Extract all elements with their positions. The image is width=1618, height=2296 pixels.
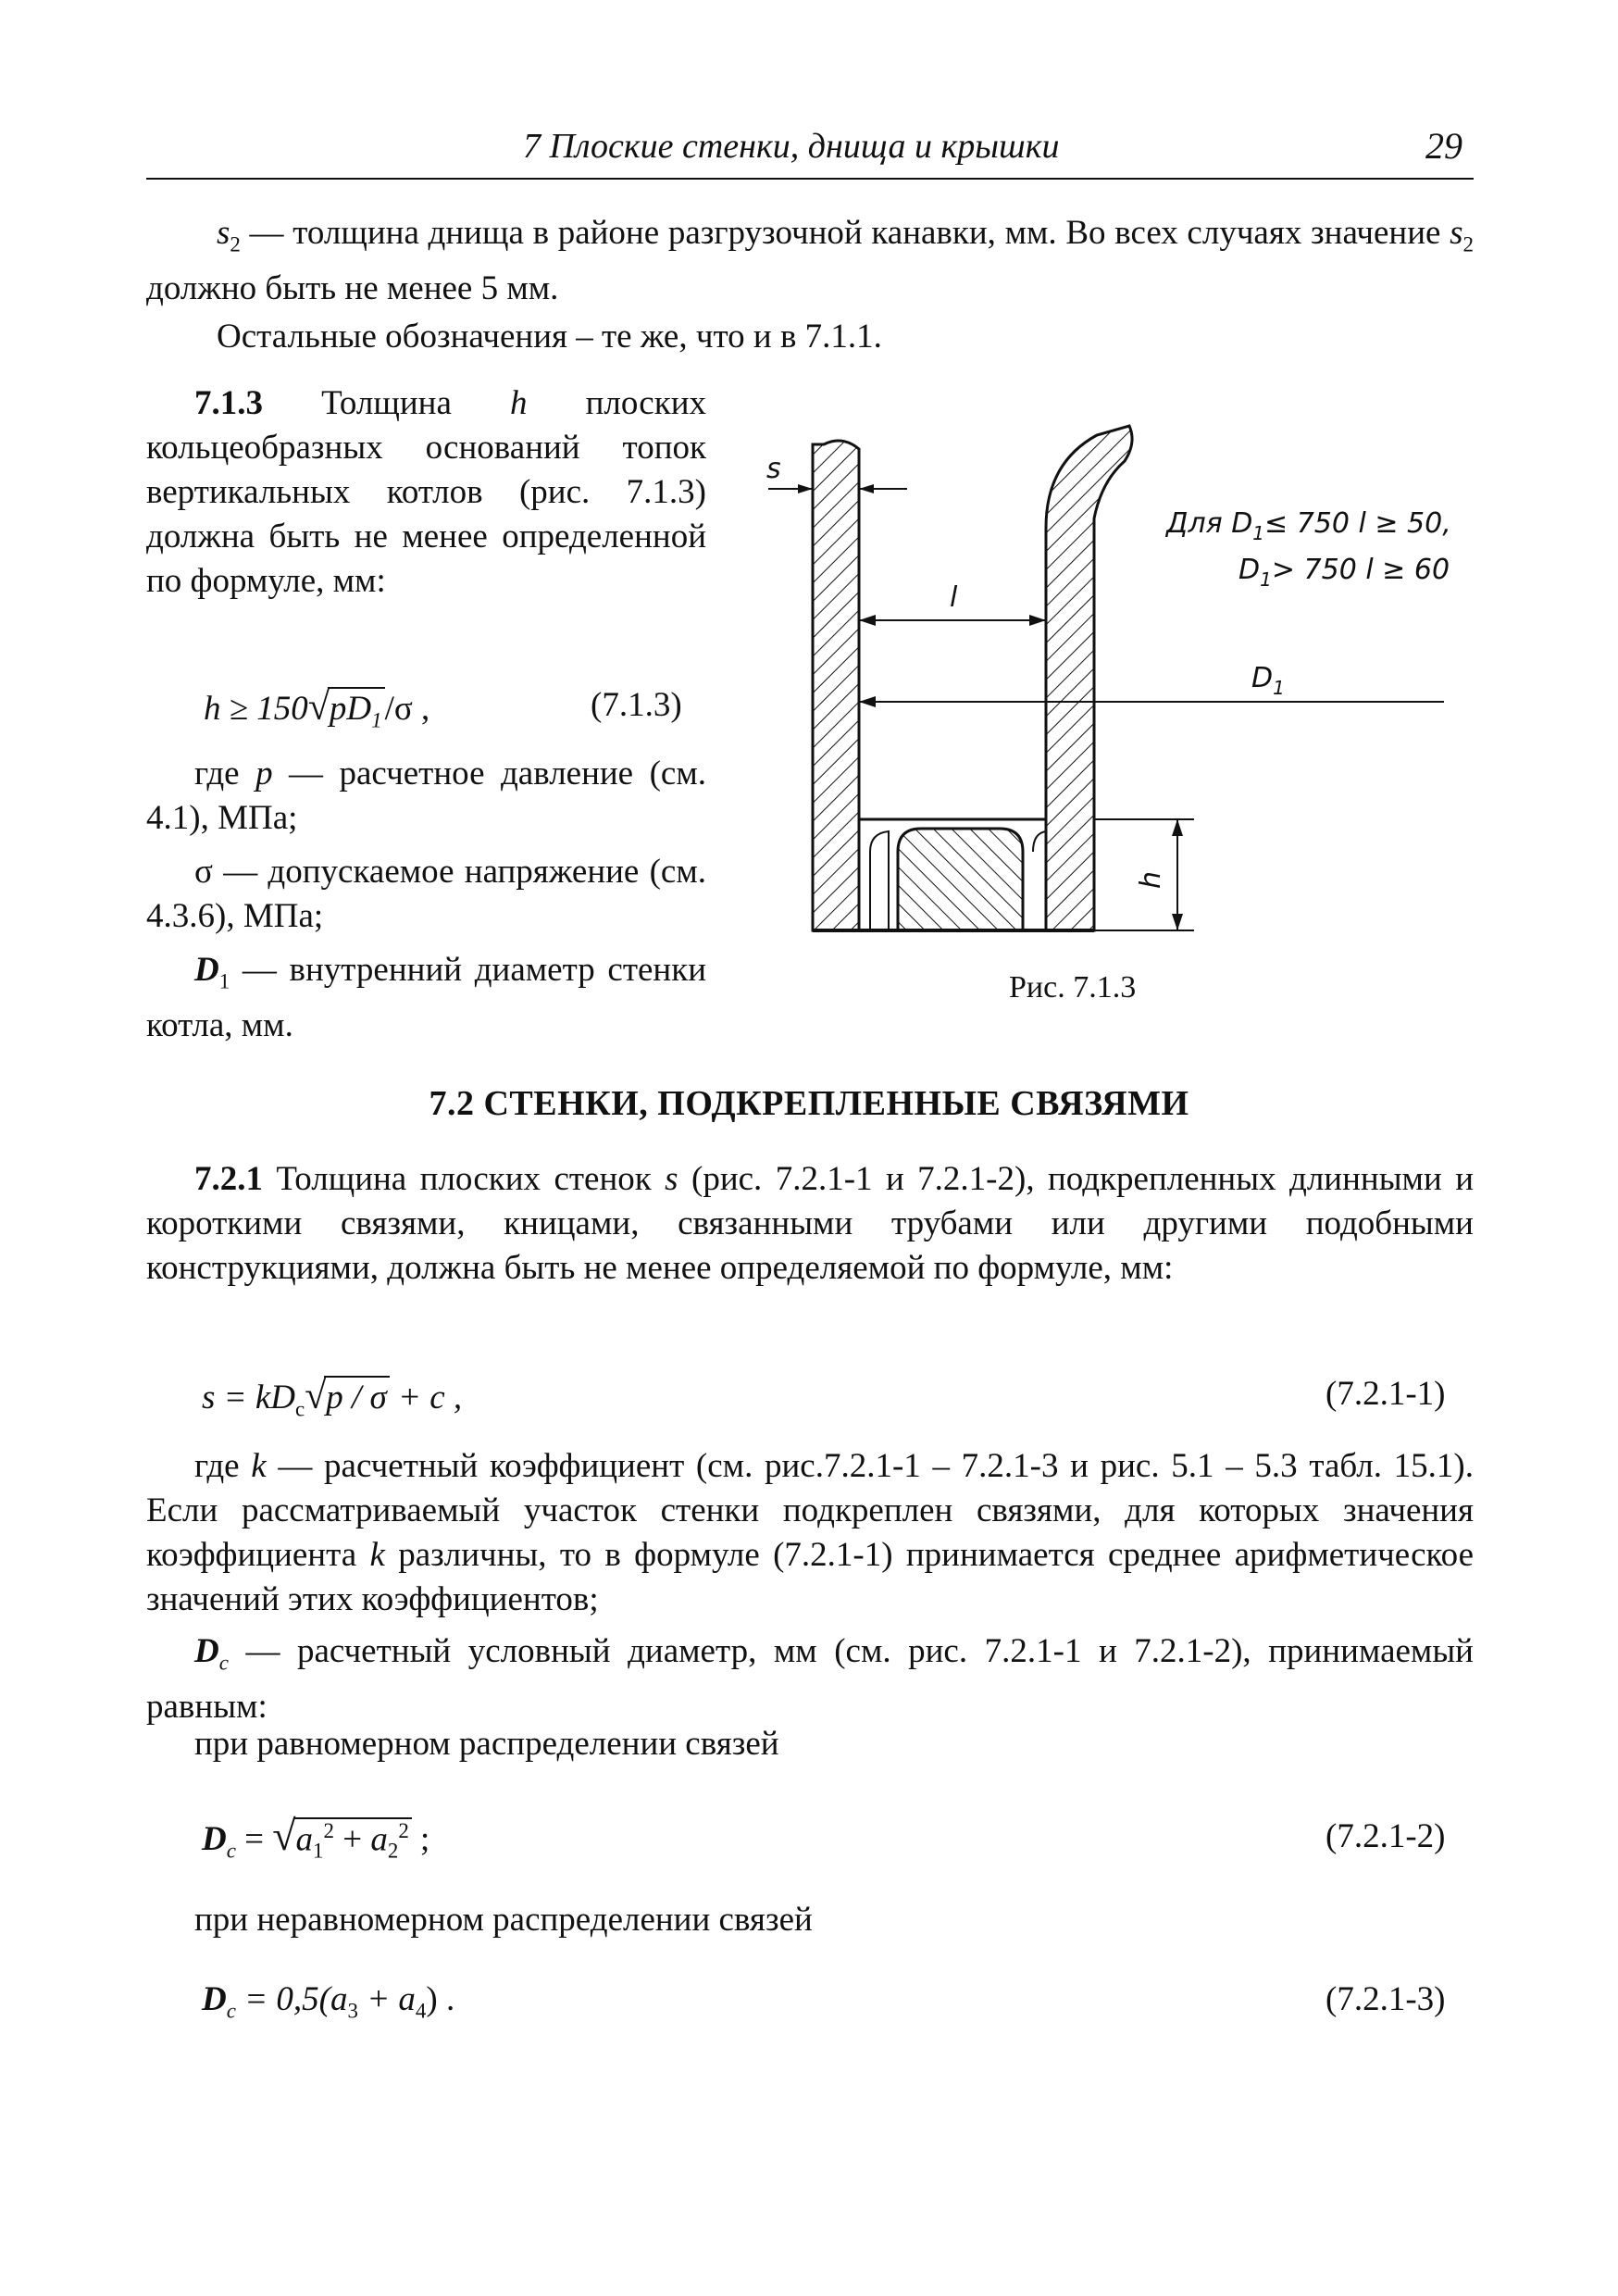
para-713-h: h	[510, 384, 528, 422]
d1-arrow	[859, 696, 876, 707]
s2-text: — толщина днища в районе разгрузочной канавки, мм. Во всех случаях значение	[240, 214, 1450, 252]
f3-mid: + a	[357, 1980, 416, 2018]
where-p-symbol: p	[255, 755, 273, 792]
s2-symbol-2: s	[1450, 214, 1463, 252]
l-arrow-right	[1029, 615, 1046, 626]
note1-tail: ≤ 750 l ≥ 50,	[1264, 507, 1451, 540]
note2-sub: 1	[1260, 568, 1272, 591]
where-sigma: σ — допускаемое напряжение (см. 4.3.6), МПа;	[146, 853, 706, 935]
figure-713	[731, 407, 1490, 1037]
k-a: где	[194, 1447, 252, 1485]
f2-plus: +	[333, 1820, 371, 1858]
nonuniform-text: при неравномерном распределении связей	[194, 1901, 813, 1939]
para-713	[146, 381, 706, 604]
formula-721-1: $s = kD_c√p / \sigma + c$ ,	[202, 1375, 463, 1421]
fig-label-d1-main: D	[1251, 662, 1274, 694]
d1-sub: 1	[218, 969, 230, 993]
formula-713-tail: /σ ,	[384, 690, 430, 728]
k-b: — расчетный коэффициент (см. рис.7.2.1-1 – 7.2.1-3 и рис. 5.1 – 5.3 табл. 15.1). Если рассматриваемый участок стенки подкреплен связями, для которых значения коэффициента	[146, 1447, 1474, 1574]
formula-713-root	[328, 687, 385, 732]
f1-tail: + c ,	[389, 1379, 463, 1416]
formula-721-3	[202, 1979, 454, 2023]
formula-721-2: $D_c = √a_1^2 + a_2^2$ ;	[202, 1812, 430, 1863]
fig-label-h: h	[1135, 870, 1167, 889]
right-wall	[1046, 426, 1132, 930]
dc-sub: c	[218, 1651, 229, 1675]
k-symbol: k	[251, 1447, 267, 1485]
dc-symbol: D	[194, 1632, 219, 1670]
header-rule	[146, 178, 1474, 180]
f3-sub3: 3	[347, 1999, 358, 2023]
dc-text: — расчетный условный диаметр, мм (см. рис. 7.2.1-1 и 7.2.1-2), принимаемый равным:	[146, 1632, 1474, 1727]
f2-a1: a	[295, 1820, 314, 1858]
where-d1	[146, 948, 706, 1048]
fig-note-line1	[1164, 507, 1451, 544]
para-713-text-a: Толщина	[263, 384, 511, 422]
para-721	[146, 1157, 1474, 1291]
f2-number: (7.2.1-2)	[1326, 1817, 1446, 1855]
s2-symbol: s	[217, 214, 230, 252]
where-p-b: — расчетное давление (см. 4.1), МПа;	[146, 755, 706, 837]
k-definition	[146, 1444, 1474, 1622]
section-72-heading: 7.2 СТЕНКИ, ПОДКРЕПЛЕННЫЕ СВЯЗЯМИ	[429, 1084, 1189, 1123]
rest-notation: Остальные обозначения – те же, что и в 7.1.1.	[217, 318, 882, 356]
f2-lhs-sub: c	[226, 1839, 236, 1863]
f2-lhs: D	[202, 1820, 227, 1858]
fig-label-d1	[1251, 662, 1285, 699]
fig-label-l: l	[950, 581, 958, 614]
f2-tail: ;	[411, 1820, 430, 1858]
l-arrow-left	[859, 615, 876, 626]
s-arrow-left	[798, 484, 813, 493]
f3-number: (7.2.1-3)	[1326, 1980, 1446, 2018]
uniform-text: при равномерном распределении связей	[194, 1725, 779, 1763]
s-arrow-right	[859, 484, 874, 493]
formula-713-root-text: pD	[329, 690, 372, 728]
para-721-text-a: Толщина плоских стенок	[263, 1160, 666, 1198]
d1-symbol: D	[194, 951, 219, 989]
figure-713-caption: Рис. 7.1.3	[1009, 970, 1137, 1004]
f2-a1-sub: 1	[313, 1839, 324, 1863]
f1-lhs: s = kD	[202, 1379, 296, 1416]
left-wall	[813, 441, 859, 930]
formula-713-lhs: h ≥ 150	[204, 690, 308, 728]
base-groove-left	[870, 831, 889, 930]
para-713-text-b: плоских кольцеобразных оснований топок вертикальных котлов (рис. 7.1.3) должна быть не менее определенной по формуле, мм:	[146, 384, 706, 600]
f2-a2-sub: 2	[387, 1839, 399, 1863]
note1-main: Для D	[1166, 507, 1253, 540]
para-721-number: 7.2.1	[194, 1160, 263, 1198]
note2-tail: > 750 l ≥ 60	[1271, 554, 1450, 586]
s2-definition	[146, 211, 1474, 311]
dc-definition	[146, 1629, 1474, 1729]
h-arrow-bottom	[1172, 914, 1183, 930]
where-p-a: где	[194, 755, 256, 792]
base-ring-section	[898, 829, 1023, 930]
k-c: различны, то в формуле (7.2.1-1) принимается среднее арифметическое значений этих коэффициентов;	[146, 1536, 1474, 1618]
f2-root	[294, 1817, 412, 1864]
f3-lhs-sub: c	[226, 1999, 236, 2023]
h-arrow-top	[1172, 819, 1183, 836]
f2-eq: =	[235, 1820, 273, 1858]
running-title: 7 Плоские стенки, днища и крышки	[523, 127, 1060, 166]
f1-sub: c	[295, 1397, 305, 1421]
para-721-s: s	[665, 1160, 678, 1198]
note2-main: D	[1238, 554, 1261, 586]
formula-713-root-sub: 1	[371, 708, 382, 732]
d1-text: — внутренний диаметр стенки котла, мм.	[146, 951, 706, 1045]
s2-sub-2: 2	[1462, 232, 1474, 256]
base-groove-right	[1033, 831, 1046, 852]
fig-label-d1-sub: 1	[1273, 677, 1285, 699]
s2-sub: 2	[230, 232, 241, 256]
para-713-number: 7.1.3	[194, 384, 263, 422]
page-number: 29	[1425, 125, 1462, 167]
f3-rhs: = 0,5(a	[235, 1980, 348, 2018]
k-symbol-2: k	[369, 1536, 385, 1574]
fig-note-line2	[1238, 554, 1450, 591]
note1-sub: 1	[1252, 522, 1265, 544]
s2-text-2: должно быть не менее 5 мм.	[146, 269, 559, 308]
f3-tail: ) .	[426, 1980, 455, 2018]
f1-number: (7.2.1-1)	[1326, 1375, 1446, 1413]
fig-label-s: s	[766, 453, 781, 485]
f3-lhs: D	[202, 1980, 227, 2018]
f2-a2: a	[370, 1820, 388, 1858]
f3-sub4: 4	[415, 1999, 427, 2023]
formula-713: $h \ge 150√pD_1/\sigma$ ,	[204, 686, 430, 732]
para-721-text-b: (рис. 7.2.1-1 и 7.2.1-2), подкрепленных длинными и короткими связями, кницами, связанными трубами или другими подобными конструкциями, должна быть не менее определяемой по формуле, мм:	[146, 1160, 1474, 1287]
where-p	[146, 752, 706, 841]
f2-a1-sup: 2	[323, 1818, 334, 1842]
f1-root: p / σ	[324, 1376, 390, 1417]
formula-713-number: (7.1.3)	[591, 686, 682, 724]
f2-a2-sup: 2	[398, 1818, 409, 1842]
